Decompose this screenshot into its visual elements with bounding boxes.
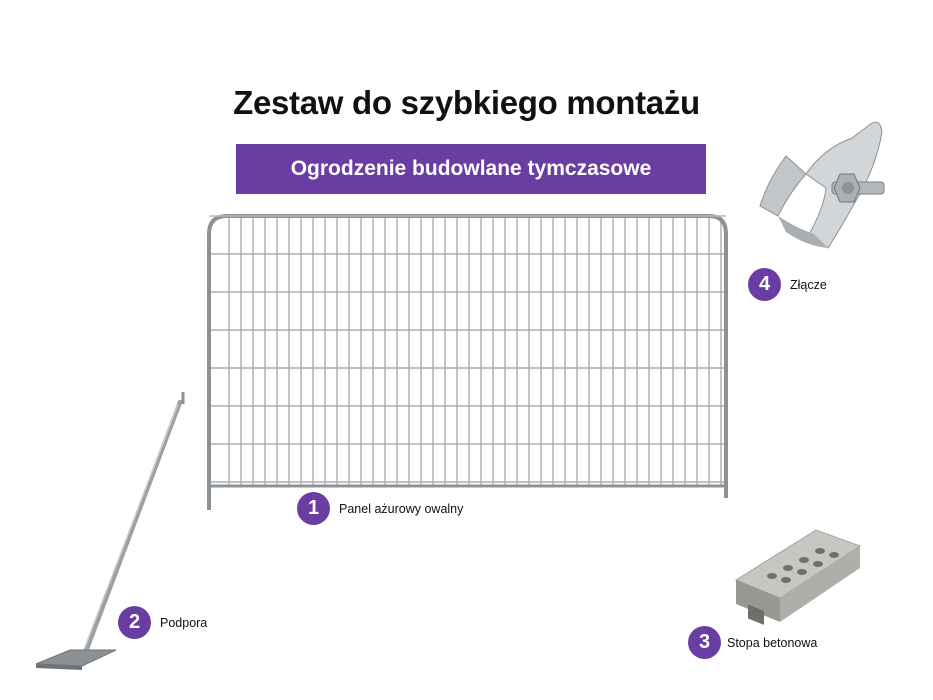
- item-number-badge: 1: [297, 492, 330, 525]
- item-label: Podpora: [160, 615, 208, 630]
- page-title: Zestaw do szybkiego montażu: [233, 84, 700, 121]
- item-label: Stopa betonowa: [727, 635, 818, 650]
- item-number-badge: 3: [688, 626, 721, 659]
- item-marker-1: [297, 492, 463, 525]
- item-marker-3: [688, 626, 817, 659]
- item-label: Panel ażurowy owalny: [339, 501, 464, 516]
- subtitle-banner: Ogrodzenie budowlane tymczasowe: [236, 144, 706, 194]
- item-marker-4: [748, 268, 827, 301]
- item-marker-2: [118, 606, 207, 639]
- item-number-badge: 4: [748, 268, 781, 301]
- item-number-badge: 2: [118, 606, 151, 639]
- fence-panel-icon: [205, 210, 731, 514]
- item-label: Złącze: [790, 277, 827, 292]
- clamp-connector-icon: [756, 108, 886, 254]
- concrete-base-icon: [732, 518, 864, 624]
